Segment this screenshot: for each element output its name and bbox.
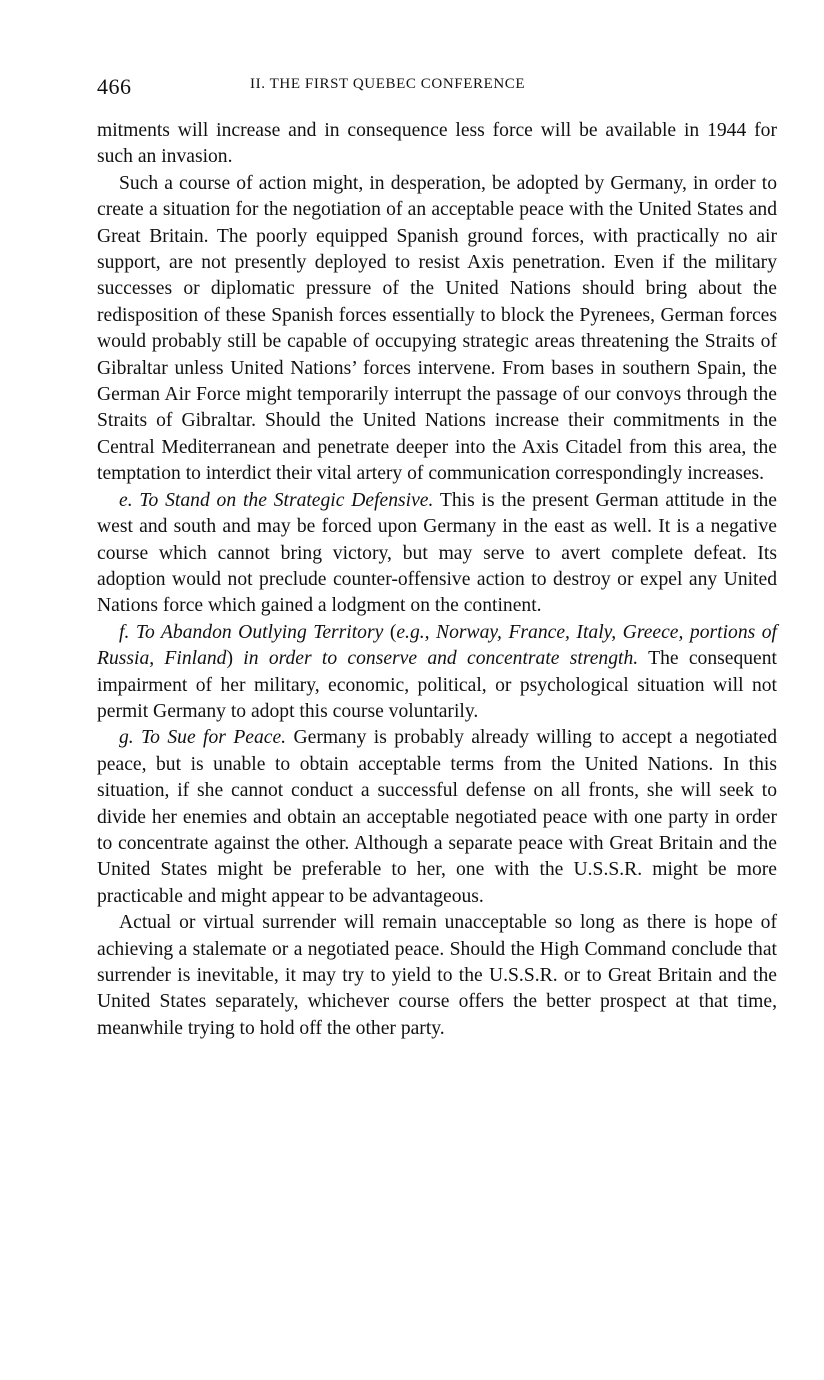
paragraph-text: Actual or virtual surrender will remain unacceptable so long as there is hope of achieving a stalemate or a negotiated peace. Should the High Command conclude that surrender is inevitable, it may try to yield to the U.S.S.R. or to Great Britain and the United States separately, whichever course offers the better prospect at that time, meanwhile trying to hold off the other party. bbox=[97, 912, 777, 1039]
section-heading-e: e. To Stand on the Strategic Defensive. bbox=[119, 489, 434, 511]
heading-paren-body: e.g., Norway, France, Italy, Greece, portions of Russia, Finland bbox=[97, 621, 777, 670]
paragraph-abandon-territory bbox=[97, 620, 777, 726]
paragraph-strategic-defensive bbox=[97, 488, 777, 620]
paragraph-sue-for-peace bbox=[97, 725, 777, 910]
page-number: 466 bbox=[97, 74, 132, 99]
paragraph-text: Germany is probably already willing to accept a negotiated peace, but is unable to obtain acceptable terms from the United Nations. In this situation, if she cannot conduct a successful defense on all fronts, she will seek to divide her enemies and obtain an acceptable negotiated peace with one party in order to concentrate against the other. Although a separate peace with Great Britain and the United States might be preferable to her, one with the U.S.S.R. might be more practicable and might appear to be advantageous. bbox=[97, 727, 777, 907]
section-heading-g: g. To Sue for Peace. bbox=[119, 727, 287, 749]
paragraph-continuation bbox=[97, 118, 777, 171]
paragraph-text: Such a course of action might, in desperation, be adopted by Germany, in order to create a situation for the negotiation of an acceptable peace with the United States and Great Britain. The poorly equipped Spanish ground forces, with practically no air support, are not presently deployed to resist Axis penetration. Even if the military successes or diplomatic pressure of the United Nations should bring about the redisposition of these Spanish forces essentially to block the Pyrenees, German forces would probably still be capable of occupying strategic areas threatening the Straits of Gibraltar unless United Nations’ forces intervene. From bases in southern Spain, the German Air Force might temporarily interrupt the passage of our convoys through the Straits of Gibraltar. Should the United Nations increase their commitments in the Central Mediterranean and penetrate deeper into the Axis Citadel from this area, the temptation to interdict their vital artery of communication correspondingly increases. bbox=[97, 172, 777, 485]
paragraph-text: The consequent impairment of her military, economic, political, or psychological situation will not permit Germany to adopt this course voluntarily. bbox=[97, 648, 777, 722]
section-heading-f: f. To Abandon Outlying Territory bbox=[119, 621, 384, 643]
paragraph-text: This is the present German attitude in the west and south and may be forced upon Germany in the east as well. It is a negative course which cannot bring victory, but may serve to avert complete defeat. Its adoption would not preclude counter-offensive action to destroy or expel any United Nations force which gained a lodgment on the continent. bbox=[97, 489, 777, 617]
running-head bbox=[97, 72, 777, 102]
heading-paren-close: ) bbox=[226, 648, 234, 670]
paragraph-surrender bbox=[97, 910, 777, 1042]
paragraph-text: mitments will increase and in consequence less force will be available in 1944 for such an invasion. bbox=[97, 120, 777, 168]
body-text bbox=[97, 118, 777, 1042]
heading-tail: in order to conserve and concentrate strength. bbox=[233, 648, 639, 670]
heading-paren-open: ( bbox=[383, 621, 397, 643]
paragraph-spain bbox=[97, 171, 777, 488]
running-title: II. THE FIRST QUEBEC CONFERENCE bbox=[250, 76, 526, 92]
document-page bbox=[97, 72, 777, 1042]
